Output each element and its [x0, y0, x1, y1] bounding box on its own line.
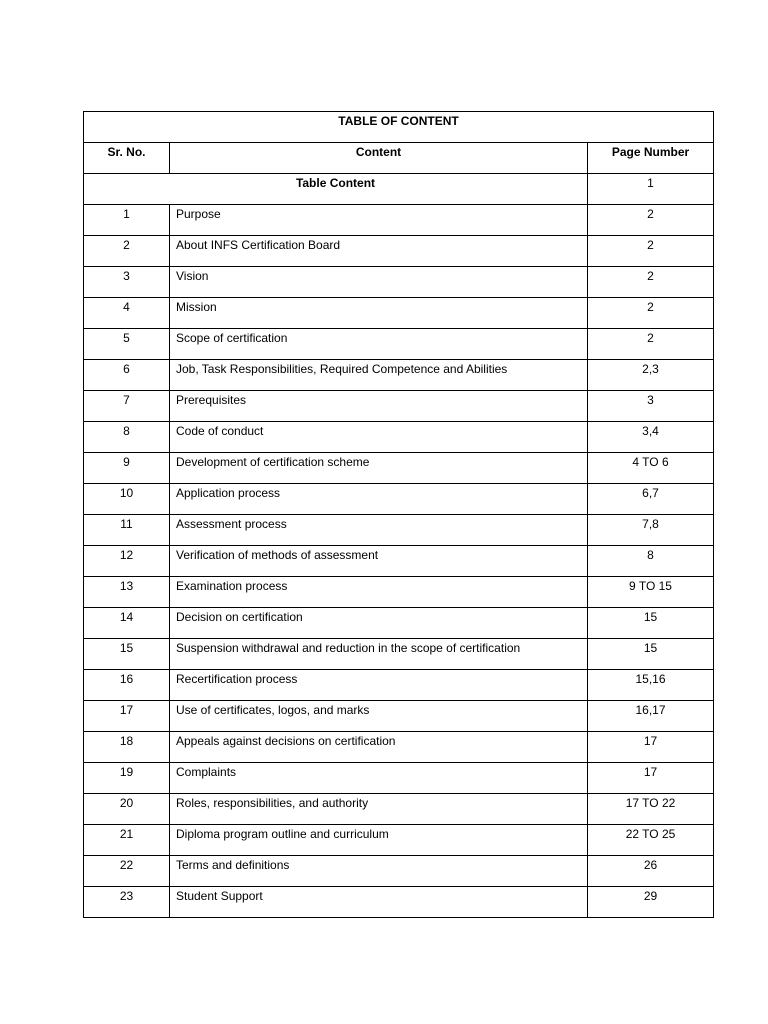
table-row — [84, 608, 714, 639]
content-cell — [170, 608, 588, 639]
content-cell — [170, 670, 588, 701]
sr-no-cell — [84, 422, 170, 453]
content-text: Terms and definitions — [176, 858, 290, 872]
table-row — [84, 856, 714, 887]
sr-no-cell — [84, 639, 170, 670]
header-content-cell — [170, 143, 588, 174]
sr-no: 18 — [119, 734, 134, 748]
sr-no: 11 — [120, 517, 133, 531]
sr-no: 5 — [123, 331, 130, 345]
sr-no-cell — [84, 794, 170, 825]
page-number: 8 — [647, 548, 654, 562]
page-number: 6,7 — [642, 486, 659, 500]
content-text: Development of certification scheme — [176, 455, 370, 469]
table-row — [84, 391, 714, 422]
page-cell — [588, 236, 714, 267]
sr-no: 2 — [123, 238, 130, 252]
page-cell — [588, 515, 714, 546]
table-title-cell — [84, 112, 714, 143]
page-cell — [588, 360, 714, 391]
page-cell — [588, 391, 714, 422]
table-of-content — [83, 111, 714, 918]
sr-no-cell — [84, 732, 170, 763]
sr-no-cell — [84, 267, 170, 298]
table-row — [84, 453, 714, 484]
table-row — [84, 639, 714, 670]
sr-no-cell — [84, 577, 170, 608]
content-cell — [170, 856, 588, 887]
content-cell — [170, 825, 588, 856]
intro-page: 1 — [647, 176, 654, 190]
content-text: Mission — [176, 300, 217, 314]
page-number: 17 — [643, 734, 658, 748]
sr-no-cell — [84, 701, 170, 732]
content-cell — [170, 794, 588, 825]
page-cell — [588, 639, 714, 670]
sr-no: 20 — [119, 796, 134, 810]
table-row — [84, 577, 714, 608]
sr-no-cell — [84, 608, 170, 639]
table-row — [84, 205, 714, 236]
page-cell — [588, 205, 714, 236]
page-number: 22 TO 25 — [625, 827, 676, 841]
sr-no: 1 — [123, 207, 130, 221]
sr-no-cell — [84, 205, 170, 236]
table-row — [84, 267, 714, 298]
sr-no: 3 — [123, 269, 130, 283]
table-row — [84, 701, 714, 732]
content-text: Appeals against decisions on certification — [176, 734, 396, 748]
sr-no-cell — [84, 825, 170, 856]
content-text: Roles, responsibilities, and authority — [176, 796, 369, 810]
page-cell — [588, 546, 714, 577]
toc-body — [84, 112, 714, 918]
header-content: Content — [355, 145, 402, 159]
table-row — [84, 887, 714, 918]
content-cell — [170, 546, 588, 577]
sr-no: 10 — [119, 486, 134, 500]
table-row — [84, 360, 714, 391]
page-number: 2 — [647, 238, 654, 252]
content-text: Diploma program outline and curriculum — [176, 827, 389, 841]
page-number: 15 — [643, 641, 658, 655]
content-cell — [170, 639, 588, 670]
content-cell — [170, 391, 588, 422]
sr-no-cell — [84, 453, 170, 484]
sr-no-cell — [84, 298, 170, 329]
sr-no: 12 — [119, 548, 134, 562]
table-row — [84, 422, 714, 453]
content-text: Verification of methods of assessment — [176, 548, 379, 562]
page-cell — [588, 701, 714, 732]
page-number: 7,8 — [642, 517, 659, 531]
sr-no-cell — [84, 360, 170, 391]
content-text: Job, Task Responsibilities, Required Competence and Abilities — [176, 362, 508, 376]
page-cell — [588, 856, 714, 887]
page-cell — [588, 267, 714, 298]
sr-no-cell — [84, 670, 170, 701]
header-page-number-cell — [588, 143, 714, 174]
sr-no: 13 — [119, 579, 134, 593]
content-cell — [170, 267, 588, 298]
page-cell — [588, 484, 714, 515]
page-cell — [588, 732, 714, 763]
table-row — [84, 236, 714, 267]
intro-page-cell — [588, 174, 714, 205]
page-cell — [588, 608, 714, 639]
content-cell — [170, 515, 588, 546]
page-number: 15,16 — [635, 672, 666, 686]
table-row — [84, 298, 714, 329]
sr-no: 23 — [119, 889, 134, 903]
page-cell — [588, 298, 714, 329]
page-number: 2 — [647, 300, 654, 314]
sr-no: 6 — [123, 362, 130, 376]
sr-no: 4 — [123, 300, 130, 314]
table-row — [84, 515, 714, 546]
title-row — [84, 112, 714, 143]
page-number: 29 — [643, 889, 658, 903]
table-row — [84, 732, 714, 763]
content-text: Use of certificates, logos, and marks — [176, 703, 370, 717]
sr-no-cell — [84, 484, 170, 515]
content-cell — [170, 205, 588, 236]
intro-content-cell — [84, 174, 588, 205]
table-title: TABLE OF CONTENT — [338, 114, 459, 128]
sr-no: 9 — [123, 455, 130, 469]
sr-no: 15 — [119, 641, 134, 655]
page-cell — [588, 577, 714, 608]
header-page-number: Page Number — [611, 145, 690, 159]
page-cell — [588, 422, 714, 453]
header-sr-no: Sr. No. — [107, 145, 146, 159]
sr-no: 19 — [119, 765, 134, 779]
page-cell — [588, 670, 714, 701]
sr-no: 17 — [119, 703, 134, 717]
content-text: Assessment process — [176, 517, 287, 531]
page-cell — [588, 329, 714, 360]
table-row — [84, 763, 714, 794]
intro-row — [84, 174, 714, 205]
sr-no-cell — [84, 329, 170, 360]
table-row — [84, 484, 714, 515]
content-text: Prerequisites — [176, 393, 247, 407]
content-cell — [170, 453, 588, 484]
page-cell — [588, 825, 714, 856]
page-number: 2,3 — [642, 362, 659, 376]
page-cell — [588, 794, 714, 825]
content-cell — [170, 329, 588, 360]
page-number: 17 TO 22 — [625, 796, 676, 810]
sr-no: 7 — [123, 393, 130, 407]
sr-no-cell — [84, 236, 170, 267]
sr-no: 8 — [123, 424, 130, 438]
content-cell — [170, 236, 588, 267]
content-text: Application process — [176, 486, 281, 500]
page-number: 17 — [643, 765, 658, 779]
content-text: Complaints — [176, 765, 237, 779]
page-number: 3,4 — [642, 424, 659, 438]
sr-no: 14 — [119, 610, 134, 624]
sr-no: 21 — [119, 827, 134, 841]
content-text: Student Support — [176, 889, 263, 903]
table-row — [84, 825, 714, 856]
content-cell — [170, 763, 588, 794]
content-text: Purpose — [176, 207, 221, 221]
table-row — [84, 546, 714, 577]
content-text: Scope of certification — [176, 331, 288, 345]
content-text: Vision — [176, 269, 209, 283]
page-number: 16,17 — [635, 703, 666, 717]
page-number: 9 TO 15 — [629, 579, 672, 593]
page-number: 2 — [647, 207, 654, 221]
page-number: 2 — [647, 331, 654, 345]
content-text: Decision on certification — [176, 610, 303, 624]
content-cell — [170, 577, 588, 608]
content-text: Code of conduct — [176, 424, 264, 438]
page-cell — [588, 887, 714, 918]
page-cell — [588, 763, 714, 794]
sr-no-cell — [84, 856, 170, 887]
table-row — [84, 794, 714, 825]
page-number: 4 TO 6 — [632, 455, 669, 469]
sr-no-cell — [84, 887, 170, 918]
page-number: 26 — [643, 858, 658, 872]
content-cell — [170, 887, 588, 918]
table-row — [84, 670, 714, 701]
content-cell — [170, 422, 588, 453]
content-text: Suspension withdrawal and reduction in the scope of certification — [176, 641, 521, 655]
content-cell — [170, 298, 588, 329]
header-row — [84, 143, 714, 174]
content-cell — [170, 701, 588, 732]
table-row — [84, 329, 714, 360]
sr-no-cell — [84, 763, 170, 794]
page-number: 15 — [643, 610, 658, 624]
sr-no: 16 — [119, 672, 134, 686]
header-sr-no-cell — [84, 143, 170, 174]
sr-no-cell — [84, 546, 170, 577]
page-cell — [588, 453, 714, 484]
sr-no-cell — [84, 515, 170, 546]
sr-no: 22 — [119, 858, 134, 872]
content-cell — [170, 732, 588, 763]
content-cell — [170, 360, 588, 391]
content-cell — [170, 484, 588, 515]
content-text: Recertification process — [176, 672, 298, 686]
content-text: Examination process — [176, 579, 288, 593]
content-text: About INFS Certification Board — [176, 238, 341, 252]
sr-no-cell — [84, 391, 170, 422]
page-number: 2 — [647, 269, 654, 283]
intro-content: Table Content — [295, 176, 376, 190]
page-number: 3 — [647, 393, 654, 407]
